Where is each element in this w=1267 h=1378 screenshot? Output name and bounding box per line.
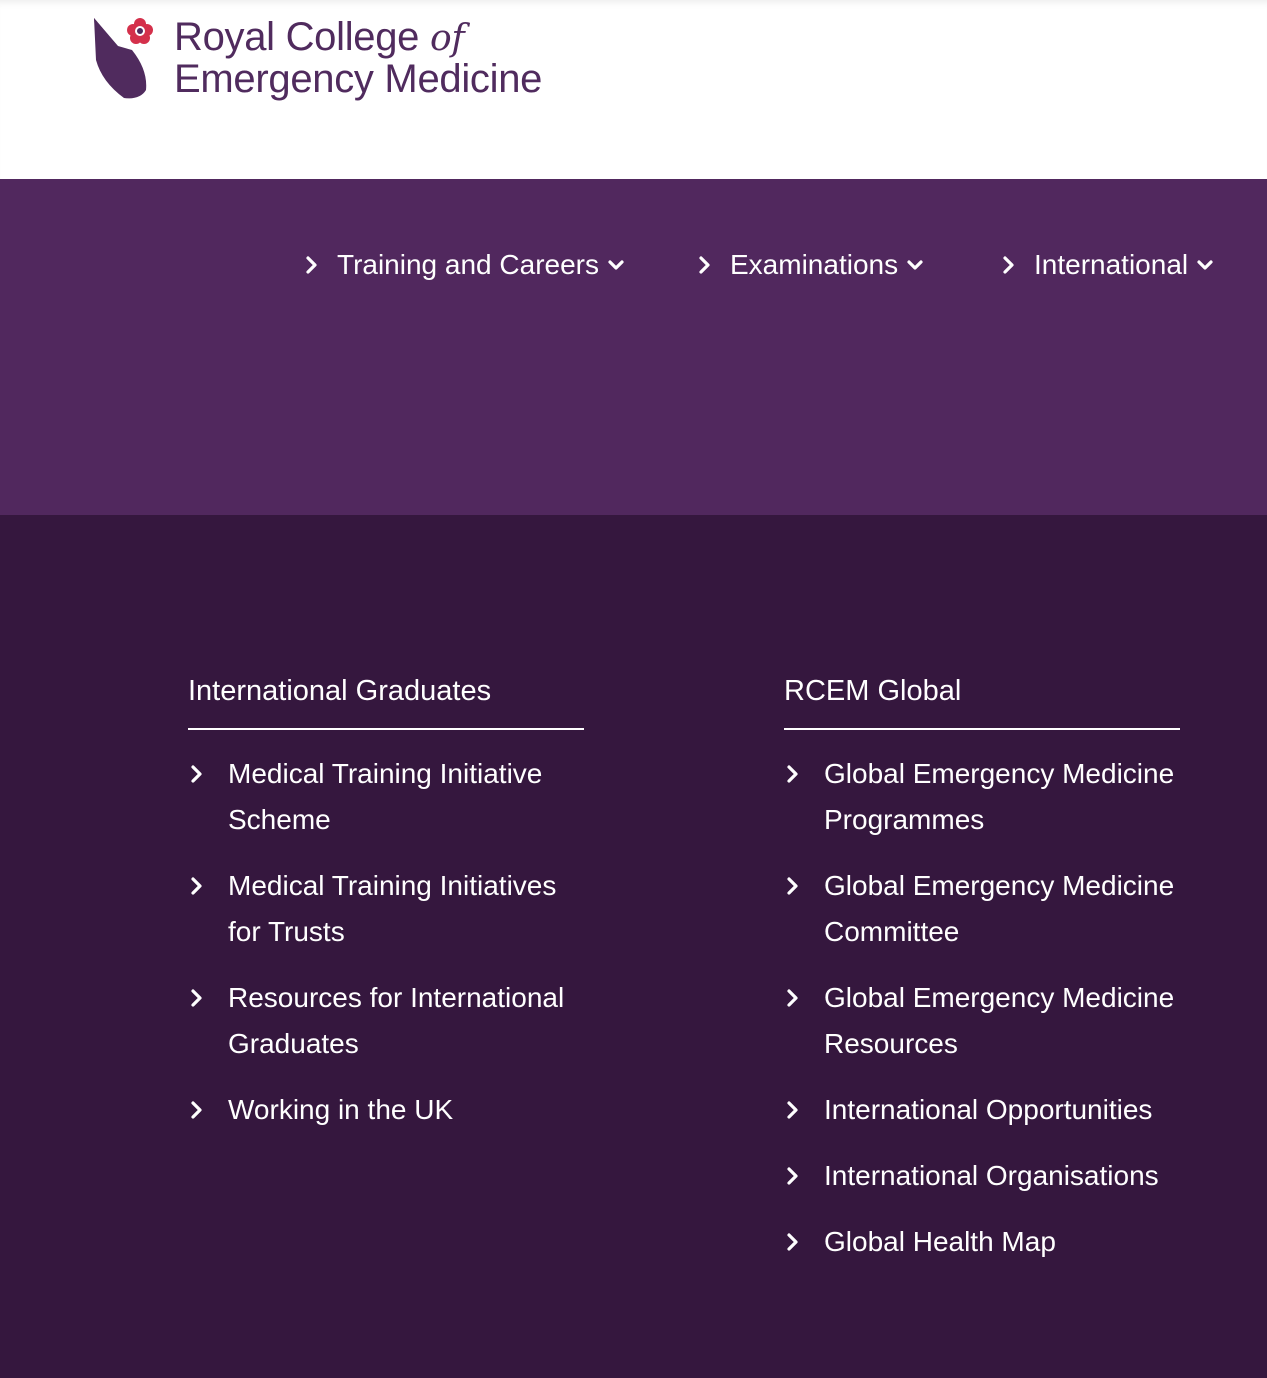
chevron-right-icon [190,988,204,1008]
logo-line-1: Royal College [174,15,420,59]
link-list [784,751,1180,1265]
menu-link-global-health-map[interactable] [784,1219,1180,1265]
chevron-down-icon [906,259,924,271]
menu-link-global-em-resources[interactable] [784,975,1180,1067]
menu-column-rcem-global [784,671,1180,1265]
column-heading: RCEM Global [784,671,1180,730]
chevron-right-icon [786,876,800,896]
chevron-right-icon [190,764,204,784]
link-label: Global Emergency Medicine Committee [824,870,1175,947]
link-label: Working in the UK [228,1094,454,1125]
menu-link-working-in-the-uk[interactable] [188,1087,584,1133]
nav-label: Training and Careers [337,249,599,280]
link-label: International Opportunities [824,1094,1153,1125]
menu-link-global-em-programmes[interactable] [784,751,1180,843]
chevron-right-icon [786,988,800,1008]
link-label: Resources for International Graduates [228,982,565,1059]
menu-link-medical-training-initiative-scheme[interactable] [188,751,584,843]
chevron-right-icon [305,255,319,275]
menu-link-medical-training-initiatives-for-trusts[interactable] [188,863,584,955]
logo-of: of [429,18,465,59]
menu-link-international-organisations[interactable] [784,1153,1180,1199]
chevron-down-icon [607,259,625,271]
logo-wordmark [174,17,542,100]
nav-label: International [1034,249,1189,280]
link-list [188,751,584,1133]
chevron-right-icon [786,1232,800,1252]
international-mega-menu [0,515,1267,1378]
chevron-right-icon [786,764,800,784]
chevron-right-icon [1002,255,1016,275]
nav-training-and-careers[interactable] [305,245,625,285]
link-label: Medical Training Initiative Scheme [228,758,543,835]
main-navigation [0,179,1267,515]
menu-link-global-em-committee[interactable] [784,863,1180,955]
menu-column-international-graduates [188,671,584,1133]
chevron-down-icon [1196,259,1214,271]
chevron-right-icon [786,1166,800,1186]
menu-link-resources-for-international-graduates[interactable] [188,975,584,1067]
nav-international[interactable] [1002,245,1214,285]
site-logo[interactable] [88,10,568,105]
column-heading: International Graduates [188,671,584,730]
chevron-right-icon [698,255,712,275]
link-label: Global Emergency Medicine Programmes [824,758,1175,835]
chevron-right-icon [190,1100,204,1120]
nav-label: Examinations [730,249,899,280]
menu-link-international-opportunities[interactable] [784,1087,1180,1133]
link-label: Global Health Map [824,1226,1056,1257]
chevron-right-icon [190,876,204,896]
link-label: Global Emergency Medicine Resources [824,982,1175,1059]
link-label: International Organisations [824,1160,1159,1191]
rcem-logo-icon [88,10,168,105]
site-header [0,0,1267,179]
logo-line-2: Emergency Medicine [174,57,543,101]
link-label: Medical Training Initiatives for Trusts [228,870,557,947]
chevron-right-icon [786,1100,800,1120]
nav-examinations[interactable] [698,245,924,285]
